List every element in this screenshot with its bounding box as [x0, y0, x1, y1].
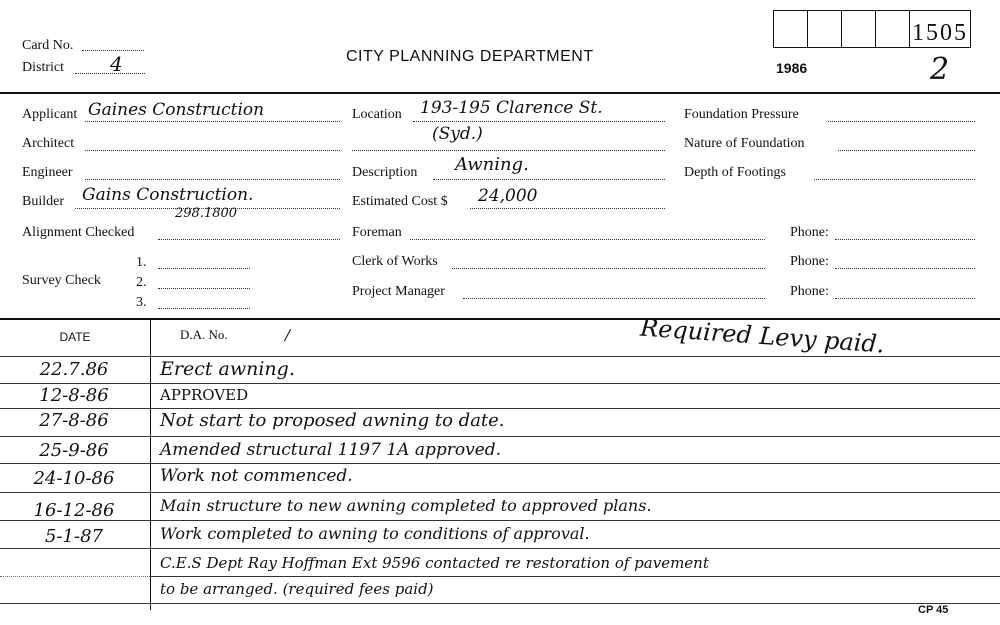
depth-label: Depth of Footings: [684, 165, 786, 180]
entry-date: 12-8-86: [39, 385, 109, 406]
entry-date: 16-12-86: [33, 500, 115, 521]
date-column-divider: [150, 320, 151, 610]
engineer-line: [85, 179, 340, 180]
row-divider: [0, 603, 1000, 604]
district-label: District: [22, 60, 64, 75]
pm-line: [463, 298, 765, 299]
architect-line: [85, 150, 340, 151]
card-number: 1505: [912, 20, 968, 46]
entry-note: Amended structural 1197 1A approved.: [160, 440, 502, 460]
location-line: [413, 121, 665, 122]
engineer-label: Engineer: [22, 165, 73, 180]
entry-note: APPROVED: [160, 386, 249, 404]
pm-phone-line: [835, 298, 975, 299]
row-divider: [0, 548, 1000, 549]
da-no-label: D.A. No.: [180, 327, 228, 342]
survey-line-2: [158, 288, 250, 289]
page-title: CITY PLANNING DEPARTMENT: [346, 48, 594, 65]
applicant-label: Applicant: [22, 107, 78, 122]
card-no-line: [82, 50, 144, 51]
nature-line: [838, 150, 975, 151]
description-label: Description: [352, 165, 418, 180]
survey-item-1: 1.: [136, 255, 147, 270]
row-divider: [0, 383, 1000, 384]
survey-label: Survey Check: [22, 273, 101, 288]
row-divider: [0, 408, 1000, 409]
da-no-value: /: [285, 326, 291, 344]
row-divider: [0, 463, 1000, 464]
foreman-line: [410, 239, 765, 240]
date-header: DATE: [59, 330, 91, 344]
description-line: [433, 179, 665, 180]
foreman-label: Foreman: [352, 225, 402, 240]
clerk-line: [452, 268, 765, 269]
pm-phone-label: Phone:: [790, 284, 829, 299]
clerk-phone-line: [835, 268, 975, 269]
cost-value: 24,000: [478, 186, 538, 206]
entry-date: 27-8-86: [39, 410, 109, 431]
description-value: Awning.: [455, 154, 529, 175]
entry-note: Main structure to new awning completed to approved plans.: [160, 496, 652, 515]
entry-note: Not start to proposed awning to date.: [160, 410, 505, 431]
entry-date: 22.7.86: [39, 359, 109, 380]
architect-label: Architect: [22, 136, 75, 151]
clerk-phone-label: Phone:: [790, 254, 829, 269]
foundation-pressure-line: [828, 121, 975, 122]
survey-line-3: [158, 308, 250, 309]
row-divider: [150, 576, 1000, 577]
builder-phone: 298.1800: [175, 206, 238, 221]
alignment-label: Alignment Checked: [22, 225, 135, 240]
cost-label: Estimated Cost $: [352, 194, 448, 209]
clerk-label: Clerk of Works: [352, 254, 438, 269]
header-divider: [0, 92, 1000, 94]
foundation-pressure-label: Foundation Pressure: [684, 107, 799, 122]
number-box: [842, 11, 876, 47]
alignment-line: [158, 239, 340, 240]
entry-note: Work not commenced.: [160, 466, 353, 486]
row-divider: [0, 436, 1000, 437]
foreman-phone-line: [835, 239, 975, 240]
entry-note: to be arranged. (required fees paid): [160, 580, 434, 598]
nature-label: Nature of Foundation: [684, 136, 805, 151]
survey-line-1: [158, 268, 250, 269]
entry-date: 5-1-87: [45, 526, 103, 547]
entry-note: Work completed to awning to conditions of approval.: [160, 524, 590, 543]
row-divider: [0, 520, 1000, 521]
builder-value: Gains Construction.: [82, 185, 254, 205]
survey-item-3: 3.: [136, 295, 147, 310]
form-code: CP 45: [918, 604, 949, 616]
year-label: 1986: [776, 60, 808, 76]
foreman-phone-label: Phone:: [790, 225, 829, 240]
entry-date: 24-10-86: [33, 468, 115, 489]
entry-note: C.E.S Dept Ray Hoffman Ext 9596 contacted re restoration of pavement: [160, 554, 709, 572]
row-divider: [0, 356, 1000, 357]
cost-line: [470, 208, 665, 209]
row-divider-dotted: [0, 576, 150, 577]
card-number-boxes: [773, 10, 971, 48]
row-divider: [0, 492, 1000, 493]
number-box: [808, 11, 842, 47]
location-line-2: [352, 150, 665, 151]
district-value: 4: [110, 52, 123, 76]
entry-note: Erect awning.: [160, 358, 295, 380]
location-value-2: (Syd.): [432, 124, 483, 144]
location-value: 193-195 Clarence St.: [420, 98, 603, 118]
entry-date: 25-9-86: [39, 440, 109, 461]
builder-label: Builder: [22, 194, 64, 209]
card-sub-number: 2: [930, 52, 950, 87]
card-no-label: Card No.: [22, 38, 74, 53]
depth-line: [814, 179, 975, 180]
pm-label: Project Manager: [352, 284, 445, 299]
levy-note: Required Levy paid.: [639, 313, 886, 359]
number-box: [876, 11, 910, 47]
survey-item-2: 2.: [136, 275, 147, 290]
location-label: Location: [352, 107, 402, 122]
applicant-value: Gaines Construction: [88, 100, 265, 120]
applicant-line: [85, 121, 340, 122]
number-box: [774, 11, 808, 47]
